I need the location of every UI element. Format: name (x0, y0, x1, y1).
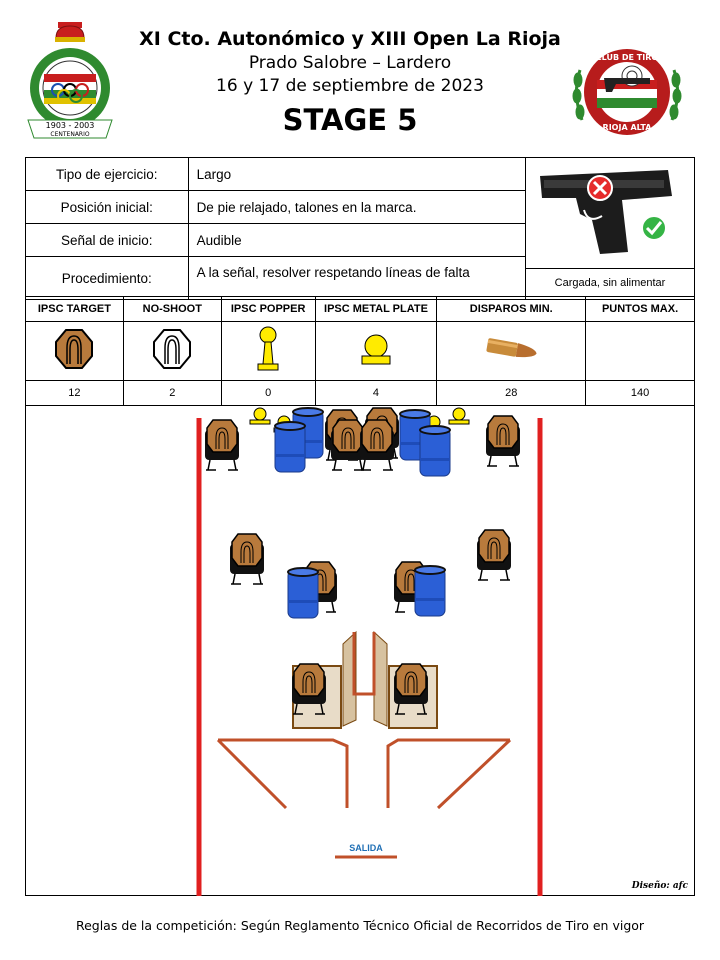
count-popper: 0 (221, 381, 315, 406)
designer-signature: Diseño: afc (631, 881, 688, 891)
header (0, 0, 720, 158)
footer-rules: Reglas de la competición: Según Reglamento Técnico Oficial de Recorridos de Tiro en vigor (75, 918, 645, 933)
competition-title: XI Cto. Autonómico y XIII Open La Rioja (139, 28, 561, 50)
popper-icon (221, 322, 315, 381)
federation-logo (22, 20, 118, 142)
right-wall-target-block (374, 632, 437, 728)
gun-cell (525, 158, 694, 300)
barrel (415, 566, 445, 616)
position-label: Posición inicial: (26, 191, 189, 224)
ipsc-target (360, 420, 394, 470)
ipsc-target (205, 420, 239, 470)
check-icon (642, 216, 666, 240)
ipsc-target (486, 416, 520, 466)
start-label: SALIDA (349, 843, 383, 853)
ipsc-target-icon (26, 322, 124, 381)
pistol-image (526, 158, 694, 268)
logo-years: 1903 - 2003 (45, 121, 95, 130)
club-top-text: CLUB DE TIRO (595, 53, 659, 62)
dates: 16 y 17 de septiembre de 2023 (216, 76, 484, 96)
header-no-shoot: NO-SHOOT (123, 297, 221, 322)
header-metal-plate: IPSC METAL PLATE (315, 297, 437, 322)
header-popper: IPSC POPPER (221, 297, 315, 322)
position-value: De pie relajado, talones en la marca. (188, 191, 525, 224)
title-block (130, 26, 570, 138)
location: Prado Salobre – Lardero (248, 53, 452, 73)
metal-plate (250, 408, 270, 424)
type-value: Largo (188, 158, 525, 191)
ipsc-target (477, 530, 511, 580)
logo-word: CENTENARIO (50, 131, 90, 138)
targets-table (25, 296, 695, 406)
stage-info-table (25, 157, 695, 300)
no-shoot-icon (123, 322, 221, 381)
barrel (420, 426, 450, 476)
fault-lines-walls (218, 632, 510, 808)
ipsc-target (331, 420, 365, 470)
cross-icon (588, 176, 612, 200)
signal-label: Señal de inicio: (26, 224, 189, 257)
signal-value: Audible (188, 224, 525, 257)
stage-diagram (25, 404, 695, 896)
count-max-points: 140 (586, 381, 695, 406)
barrel (288, 568, 318, 618)
header-max-points: PUNTOS MAX. (586, 297, 695, 322)
count-no-shoot: 2 (123, 381, 221, 406)
count-ipsc-target: 12 (26, 381, 124, 406)
header-min-shots: DISPAROS MIN. (437, 297, 586, 322)
gun-caption: Cargada, sin alimentar (526, 268, 694, 297)
barrel (275, 422, 305, 472)
count-metal-plate: 4 (315, 381, 437, 406)
stage-title: STAGE 5 (282, 103, 418, 137)
max-points-icon-cell (586, 322, 695, 381)
bullet-icon (437, 322, 586, 381)
procedure-value: A la señal, resolver respetando líneas de falta (188, 257, 525, 300)
header-ipsc-target: IPSC TARGET (26, 297, 124, 322)
ipsc-target (230, 534, 264, 584)
metal-plate-icon (315, 322, 437, 381)
club-logo (568, 40, 686, 146)
club-bottom-text: RIOJA ALTA (602, 123, 652, 132)
count-min-shots: 28 (437, 381, 586, 406)
metal-plate (449, 408, 469, 424)
type-label: Tipo de ejercicio: (26, 158, 189, 191)
left-wall-target-block (292, 632, 356, 728)
procedure-label: Procedimiento: (26, 257, 189, 300)
